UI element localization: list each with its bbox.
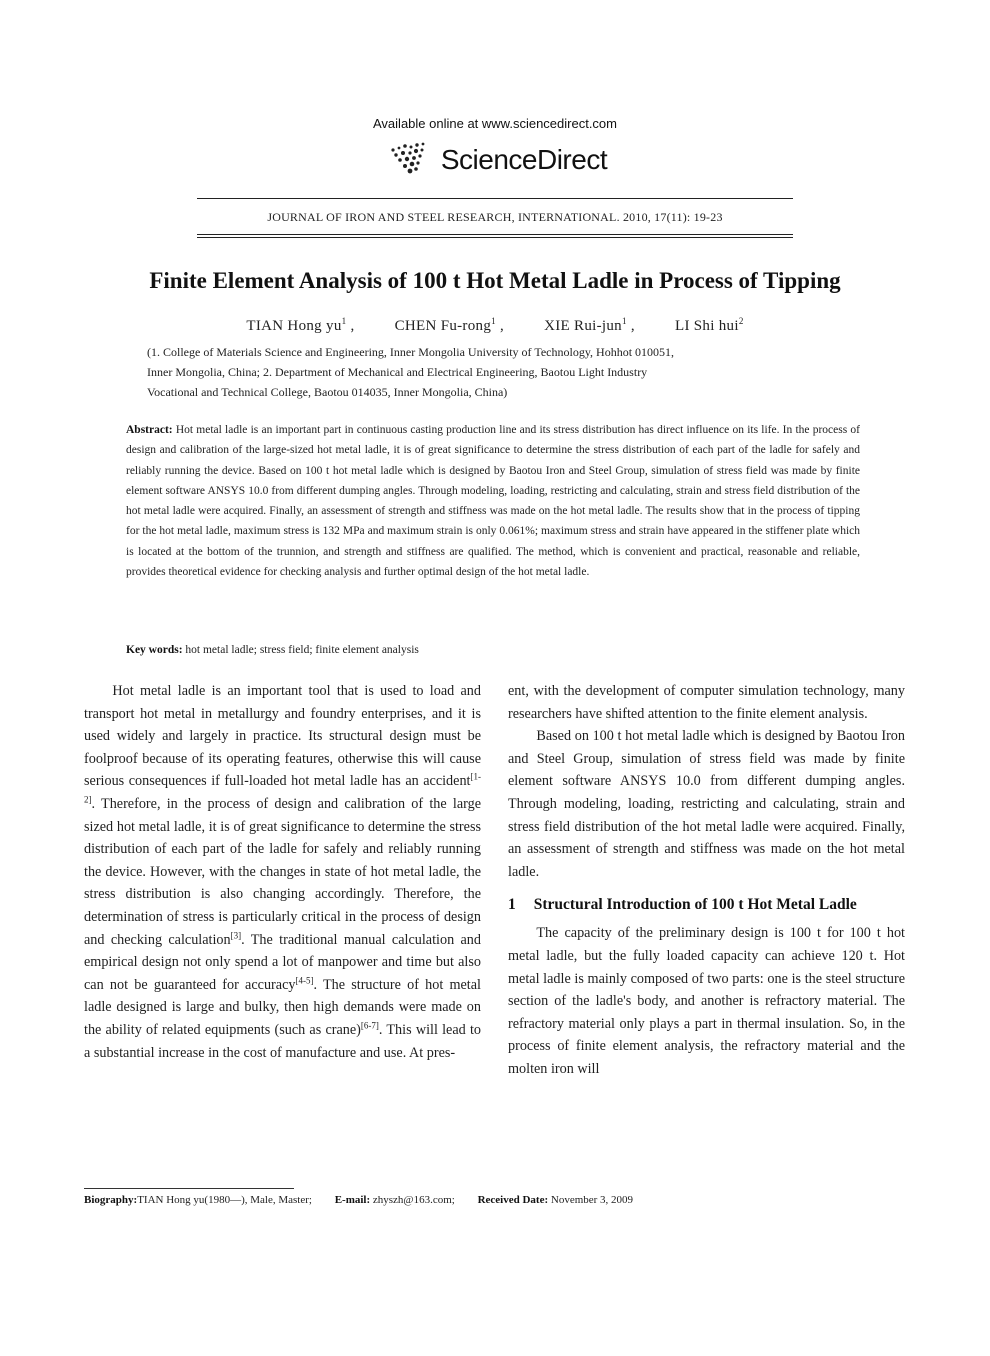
citation-ref[interactable]: [4-5] [295,974,314,985]
keywords-text: hot metal ladle; stress field; finite element analysis [185,644,419,656]
abstract-text: Hot metal ladle is an important part in continuous casting production line and its stress distribution has direct influence on its life. In the process of design and calibration of the large-sized hot metal ladle, it is of great significance to determine the stress distribution of each part of the ladle for safely and reliably running the device. Based on 100 t hot metal ladle which is designed by Baotou Iron and Steel Group, simulation of stress field was made by finite element software ANSYS 10.0 from different dumping angles. Through modeling, loading, restricting and calculating, strain and stress field distribution of the hot metal ladle were acquired. Finally, an assessment of strength and stiffness was made on the hot metal ladle. The results show that in the process of tipping for the hot metal ladle, maximum stress is 132 MPa and maximum strain is only 0.061%; maximum stress and strain have appeared in the stiffener plate which is located at the bottom of the trunnion, and strength and stiffness are qualified. The method, which is convenient and practical, reasonable and reliable, provides theoretical evidence for checking analysis and further optimal design of the hot metal ladle. [126,424,860,579]
keywords [126,640,860,660]
paragraph: Hot metal ladle is an important tool that is used to load and transport hot metal in metallurgy and foundry enterprises, and it is used widely and largely in practice. Its structural design must be foolproof because of its operating features, otherwise this will cause serious consequences if full-loaded hot metal ladle has an accident[1-2]. Therefore, in the process of design and calibration of the large sized hot metal ladle, it is of great significance to determine the stress distribution of each part of the ladle for safely and reliably running the device. However, with the changes in state of hot metal ladle, the stress distribution is also changing accordingly. Therefore, the determination of stress is particularly critical in the process of design and checking calculation[3]. The traditional manual calculation and empirical design not only spend a lot of manpower and time but also can not be guaranteed for accuracy[4-5]. The structure of hot metal ladle designed is large and bulky, then high demands were made on the ability of related equipments (such as crane)[6-7]. This will lead to a substantial increase in the cost of manufacture and use. At pres- [84,683,481,1061]
section-title: Structural Introduction of 100 t Hot Metal Ladle [533,896,857,914]
citation-ref[interactable]: [3] [230,929,242,940]
header-rule-bottom-double [197,237,793,238]
sciencedirect-logo[interactable] [0,138,990,182]
author: LI Shi hui$^2$ [674,316,744,334]
bio-text: TIAN Hong yu(1980—), Male, Master; [137,1194,312,1206]
paragraph: Based on 100 t hot metal ladle which is designed by Baotou Iron and Steel Group, simulation of stress field was made by finite element software ANSYS 10.0 from different dumping angles. Through modeling, loading, restricting and calculating, strain and stress field distribution of the hot metal ladle were acquired. Finally, an assessment of strength and stiffness was made on the hot metal ladle. [508,728,905,880]
author: XIE Rui-jun$^1$ , [544,316,635,334]
body-column-right [508,680,905,1081]
keywords-label: Key words: [126,644,183,656]
citation-ref[interactable]: [6-7] [360,1020,379,1031]
bio-label: Biography: [84,1194,138,1206]
affiliation-line: Vocational and Technical College, Baotou 014035, Inner Mongolia, China) [147,385,508,399]
available-online-line: Available online at www.sciencedirect.com [373,116,617,131]
body-column-left [84,680,481,1064]
abstract-label: Abstract: [126,424,173,436]
received-date: November 3, 2009 [550,1194,634,1206]
abstract [126,420,860,582]
footnote-rule [84,1188,294,1189]
footnote [84,1194,914,1206]
section-heading [508,893,905,916]
journal-citation: JOURNAL OF IRON AND STEEL RESEARCH, INTERNATIONAL. 2010, 17(11): 19-23 [267,210,723,224]
author: CHEN Fu-rong$^1$ , [394,316,505,334]
email-label: E-mail: [334,1194,371,1206]
header-rule-bottom [197,234,793,235]
sciencedirect-logo-icon [383,140,435,180]
section-number: 1 [508,896,516,914]
affiliation-line: (1. College of Materials Science and Engineering, Inner Mongolia University of Technology, Hohhot 010051, [147,345,675,359]
received-date-label: Received Date: [477,1194,549,1206]
paragraph: ent, with the development of computer simulation technology, many researchers have shifted attention to the finite element analysis. [508,683,905,722]
sciencedirect-logo-text: ScienceDirect [440,144,608,175]
citation-ref[interactable]: [1-2] [84,771,481,805]
author: TIAN Hong $yu^1$ , [246,316,355,334]
paper-title: Finite Element Analysis of 100 t Hot Metal Ladle in Process of Tipping [149,268,841,293]
author-list [0,318,990,335]
email-text[interactable]: zhyszh@163.com; [372,1194,455,1206]
affiliation-line: Inner Mongolia, China; 2. Department of Mechanical and Electrical Engineering, Baotou Light Industry [147,365,648,379]
paragraph: The capacity of the preliminary design is 100 t for 100 t hot metal ladle, but the fully loaded capacity can achieve 120 t. Hot metal ladle is mainly composed of two parts: one is the steel structure section of the ladle's body, and another is refractory material. The refractory material only plays a part in thermal insulation. So, in the process of finite element analysis, the refractory material and the molten iron will [508,925,905,1077]
header-rule-top [197,198,793,199]
affiliations [147,342,867,402]
